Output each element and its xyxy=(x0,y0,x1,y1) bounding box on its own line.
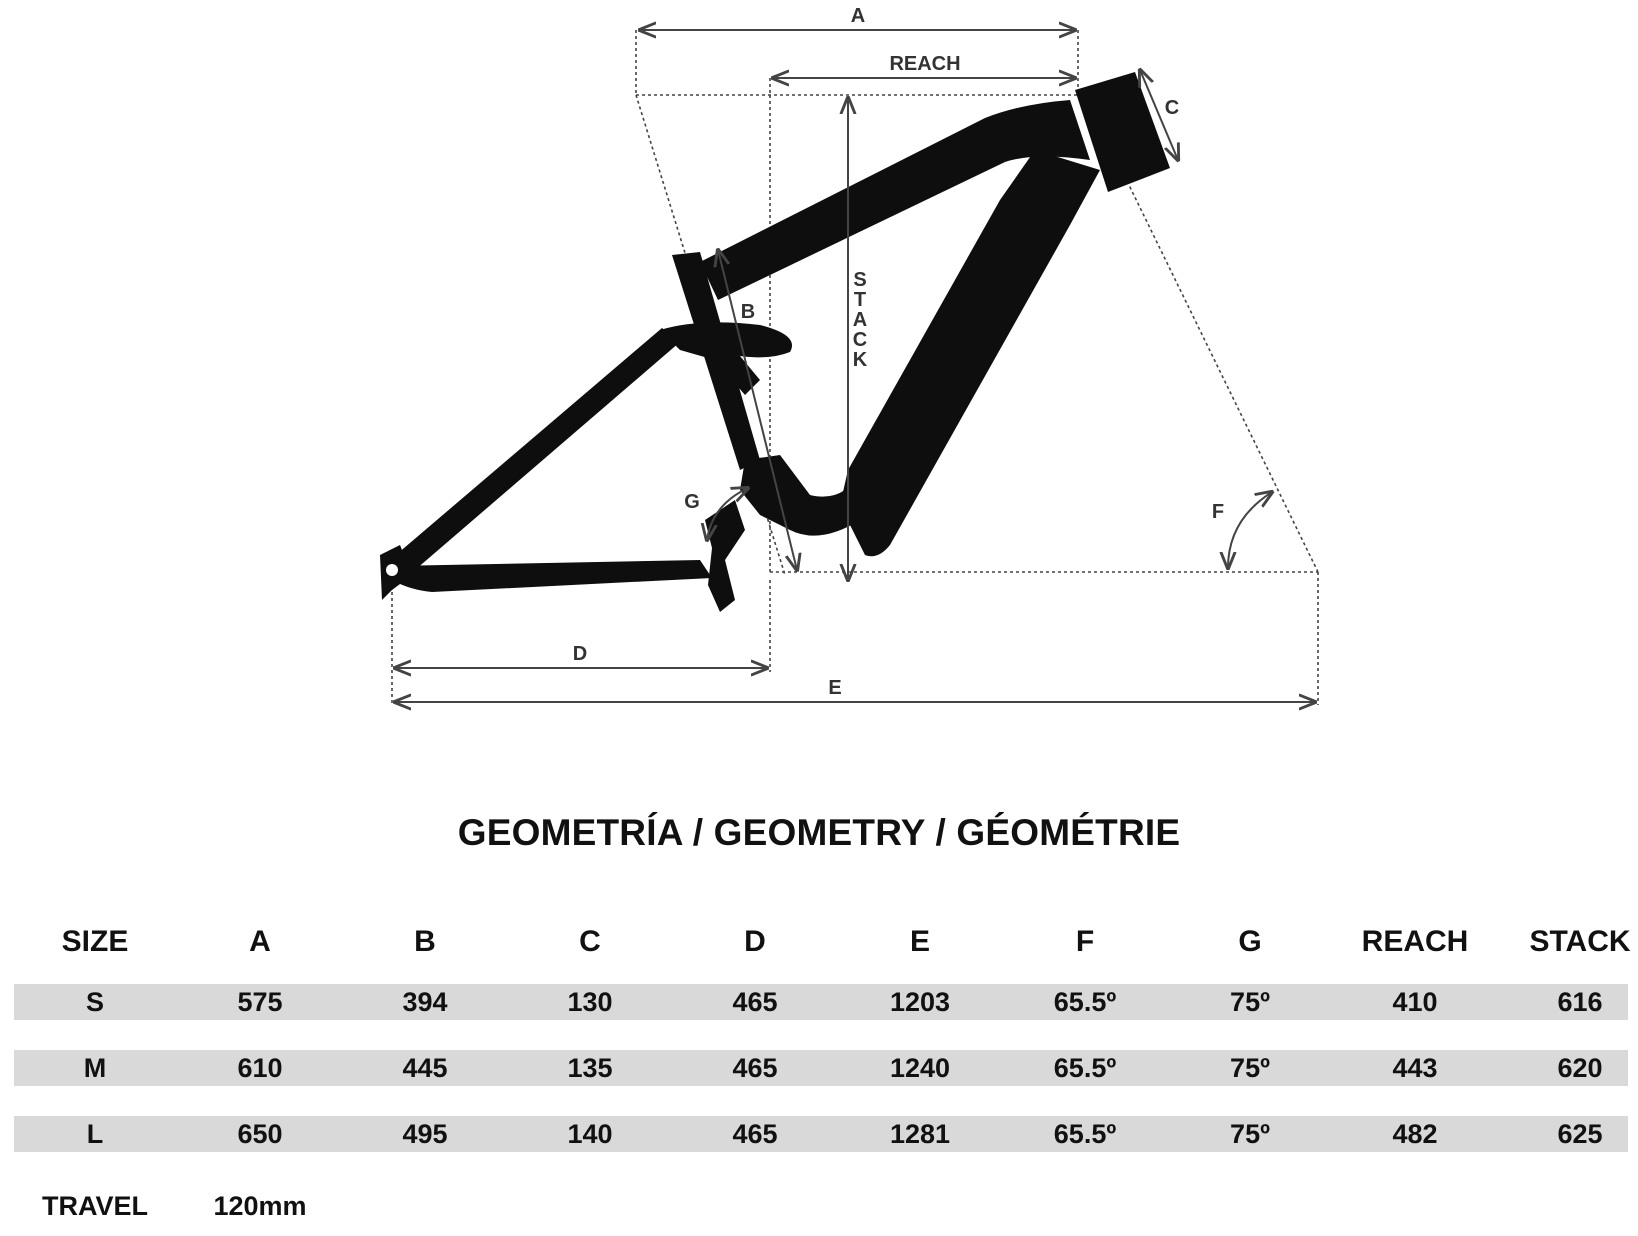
cell-b: 394 xyxy=(402,986,448,1017)
header-stack: STACK xyxy=(1529,925,1631,958)
header-a: A xyxy=(249,925,271,958)
cell-d: 465 xyxy=(732,1118,778,1149)
cell-e: 1281 xyxy=(889,1118,951,1149)
cell-g: 75º xyxy=(1230,986,1270,1017)
cell-reach: 482 xyxy=(1392,1118,1438,1149)
travel-value: 120mm xyxy=(213,1190,307,1221)
cell-a: 650 xyxy=(237,1118,283,1149)
cell-c: 135 xyxy=(567,1052,613,1083)
cell-f: 65.5º xyxy=(1053,986,1117,1017)
travel-label: TRAVEL xyxy=(42,1190,148,1221)
cell-stack: 625 xyxy=(1557,1118,1603,1149)
label-a: A xyxy=(850,5,866,27)
cell-b: 445 xyxy=(402,1052,448,1083)
travel-row xyxy=(14,1188,614,1224)
cell-size: L xyxy=(86,1118,104,1149)
cell-g: 75º xyxy=(1230,1118,1270,1149)
cell-b: 495 xyxy=(402,1118,448,1149)
header-d: D xyxy=(744,925,766,958)
cell-f: 65.5º xyxy=(1053,1052,1117,1083)
cell-g: 75º xyxy=(1230,1052,1270,1083)
table-row xyxy=(14,984,1628,1020)
header-f: F xyxy=(1075,925,1095,958)
cell-a: 610 xyxy=(237,1052,283,1083)
label-e: E xyxy=(828,677,842,699)
cell-c: 130 xyxy=(567,986,613,1017)
label-stack-k: K xyxy=(852,349,868,371)
label-d: D xyxy=(572,643,588,665)
label-stack-a: A xyxy=(852,309,868,331)
cell-stack: 620 xyxy=(1557,1052,1603,1083)
header-c: C xyxy=(579,925,601,958)
cell-reach: 410 xyxy=(1392,986,1438,1017)
cell-size: M xyxy=(83,1052,107,1083)
geometry-title: GEOMETRÍA / GEOMETRY / GÉOMÉTRIE xyxy=(457,812,1181,853)
cell-reach: 443 xyxy=(1392,1052,1438,1083)
cell-e: 1240 xyxy=(889,1052,951,1083)
label-f: F xyxy=(1211,501,1225,523)
cell-stack: 616 xyxy=(1557,986,1603,1017)
geometry-table xyxy=(14,920,1631,1152)
table-header-row xyxy=(14,920,1631,964)
label-stack-s: S xyxy=(853,269,867,291)
header-reach: REACH xyxy=(1361,925,1469,958)
cell-size: S xyxy=(85,986,104,1017)
table-row xyxy=(14,1116,1628,1152)
header-g: G xyxy=(1238,925,1262,958)
bike-frame xyxy=(380,72,1170,612)
label-g: G xyxy=(684,491,700,513)
table-row xyxy=(14,1050,1628,1086)
label-c: C xyxy=(1164,97,1180,119)
header-size: SIZE xyxy=(61,925,129,958)
label-b: B xyxy=(740,301,756,323)
header-b: B xyxy=(414,925,436,958)
cell-e: 1203 xyxy=(889,986,951,1017)
label-reach: REACH xyxy=(889,53,961,75)
cell-d: 465 xyxy=(732,986,778,1017)
cell-a: 575 xyxy=(237,986,283,1017)
label-stack-c: C xyxy=(852,329,868,351)
cell-d: 465 xyxy=(732,1052,778,1083)
label-stack-t: T xyxy=(853,289,867,311)
header-e: E xyxy=(909,925,930,958)
cell-c: 140 xyxy=(567,1118,613,1149)
cell-f: 65.5º xyxy=(1053,1118,1117,1149)
